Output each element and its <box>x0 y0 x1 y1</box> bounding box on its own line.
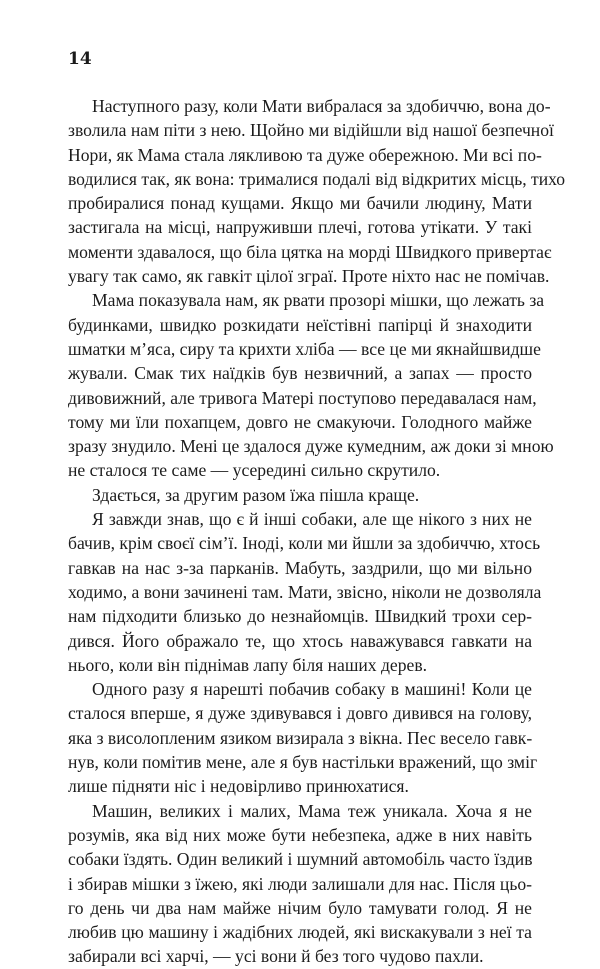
text-line: Нори, як Мама стала лякливою та дуже обережною. Ми всі по- <box>68 144 542 165</box>
text-line: пробиралися понад кущами. Якщо ми бачили людину, Мати <box>68 193 532 214</box>
paragraph <box>68 94 566 288</box>
text-line: Наступного разу, коли Мати вибралася за здобиччю, вона до- <box>92 96 551 116</box>
text-line: і збирав мішки з їжею, які люди залишали для нас. Після цьо- <box>68 873 532 894</box>
text-line: тому ми їли похапцем, довго не смакуючи. Голодного майже <box>68 411 532 432</box>
text-line: бачив, крім своєї сім’ї. Іноді, коли ми йшли за здобиччю, хтось <box>68 533 541 554</box>
paragraph <box>68 677 538 798</box>
text-line: зволила нам піти з нею. Щойно ми відійшли від нашої безпечної <box>68 120 554 141</box>
text-line: Мама показувала нам, як рвати прозорі мішки, що лежать за <box>92 290 545 311</box>
text-line: зразу знудило. Мені це здалося дуже кумедним, аж доки зі мною <box>68 436 554 457</box>
text-line: будинками, швидко розкидати неїстівні папірці й знаходити <box>68 314 532 335</box>
text-line: шматки м’яса, сиру та крихти хліба — все це ми якнайшвидше <box>68 338 541 359</box>
paragraph <box>68 483 532 507</box>
text-line: Я завжди знав, що є й інші собаки, але ще нікого з них не <box>92 509 532 530</box>
text-line: лише підняти ніс і недовірливо принюхатися. <box>68 776 409 797</box>
paragraph <box>68 799 532 969</box>
text-line: сталося вперше, я дуже здивувався і довго дивився на голову, <box>68 703 532 724</box>
text-line: ходимо, а вони зачинені там. Мати, звісно, ніколи не дозволяла <box>68 581 542 602</box>
text-line: собаки їздять. Один великий і шумний автомобіль часто їздив <box>68 849 533 870</box>
text-line: гавкав на нас з-за парканів. Мабуть, заздрили, що ми вільно <box>68 557 532 578</box>
text-line: го день чи два нам майже нічим було тамувати голод. Я не <box>68 897 532 918</box>
text-line: забирали всі харчі, — усі вони й без того чудово пахли. <box>68 946 484 967</box>
page-number: 14 <box>68 49 92 69</box>
text-line: любив цю машину і жадібних людей, які вискакували з неї та <box>68 922 532 943</box>
paragraph <box>68 507 542 677</box>
text-line: не сталося те саме — усередині сильно скрутило. <box>68 460 441 481</box>
text-line: увагу так само, як гавкіт цілої зграї. Проте ніхто нас не помічав. <box>68 266 550 287</box>
text-line: нув, коли помітив мене, але я був настільки вражений, що зміг <box>68 752 538 773</box>
text-line: дивовижний, але тривога Матері поступово передавалася нам, <box>68 387 537 408</box>
text-line: нам підходити близько до незнайомців. Швидкий трохи сер- <box>68 606 532 627</box>
text-line: нього, коли він піднімав лапу біля наших дерев. <box>68 654 428 675</box>
text-line: Здається, за другим разом їжа пішла краще. <box>92 484 420 505</box>
text-line: дився. Його ображало те, що хтось наважувався гавкати на <box>68 630 532 651</box>
text-line: моменти здавалося, що біла цятка на морді Швидкого привертає <box>68 241 552 262</box>
paragraph <box>68 288 554 482</box>
text-line: розумів, яка від них може бути небезпека, адже в них навіть <box>68 824 532 845</box>
text-line: Одного разу я нарешті побачив собаку в машині! Коли це <box>92 679 532 700</box>
text-line: жували. Смак тих наїдків був незвичний, а запах — просто <box>68 363 532 384</box>
text-line: водилися так, як вона: трималися подалі від відкритих місць, тихо <box>68 168 566 189</box>
text-line: яка з висолопленим язиком визирала з вікна. Пес весело гавк- <box>68 727 533 748</box>
text-line: застигала на місці, напруживши плечі, готова утікати. У такі <box>68 217 532 238</box>
text-line: Машин, великих і малих, Мама теж уникала. Хоча я не <box>92 800 532 821</box>
body-text <box>68 94 566 969</box>
